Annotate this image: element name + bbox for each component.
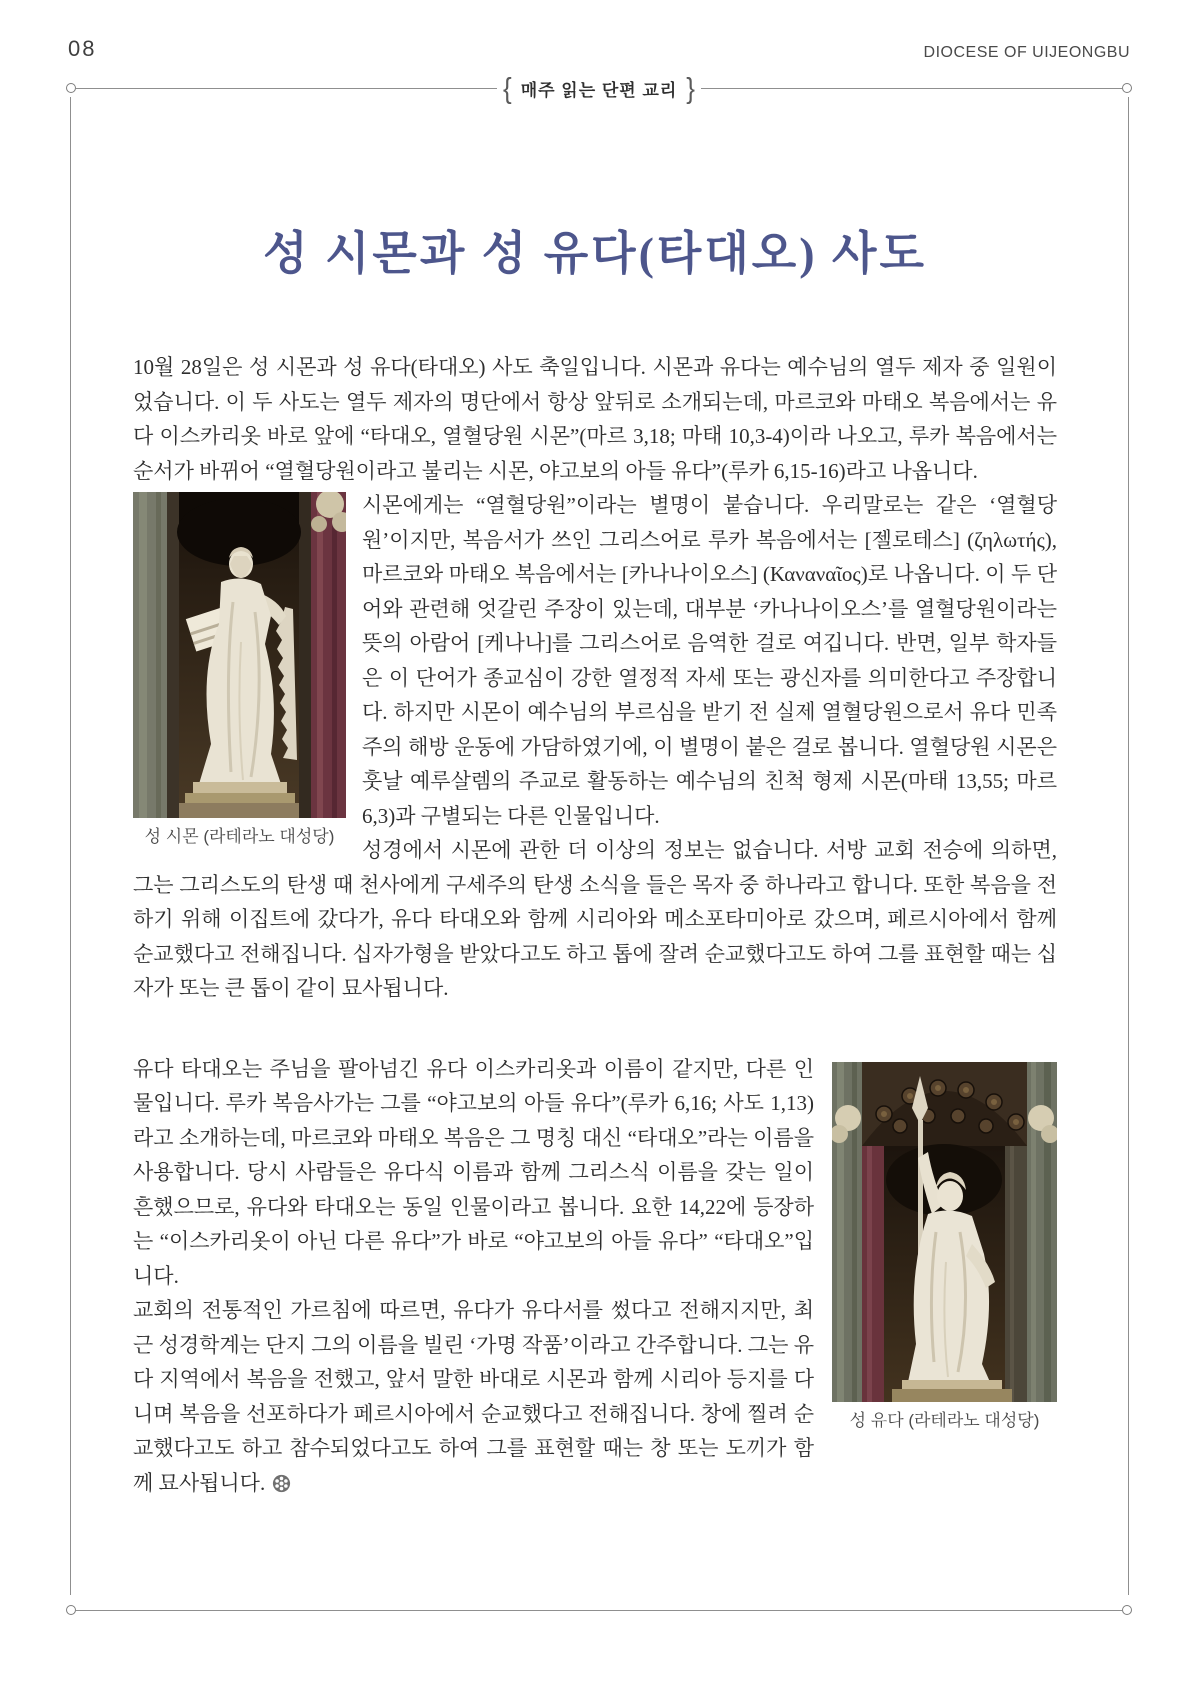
band-label: 매주 읽는 단편 교리: [520, 80, 678, 100]
jude-paragraph-1: 유다 타대오는 주님을 팔아넘긴 유다 이스카리옷과 이름이 같지만, 다른 인물입니다. 루카 복음사가는 그를 “야고보의 아들 유다”(루카 6,16; 사도 1,13)라고 소개하는데, 마르코와 마태오 복음은 그 명칭 대신 “타대오”라는 이름을 사용합니다. 당시 사람들은 유다식 이름과 함께 그리스식 이름을 갖는 일이 흔했으므로, 유다와 타대오는 동일 인물이라고 봅니다. 요한 14,22에 등장하는 “이스카리옷이 아닌 다른 유다”가 바로 “야고보의 아들 유다” “타대오”입니다.: [133, 1056, 814, 1288]
article-body: [133, 350, 1057, 1503]
simon-figure: [133, 492, 346, 848]
rule-line-right: [701, 88, 1122, 89]
simon-statue-photo: [133, 492, 346, 818]
jude-caption: 성 유다 (라테라노 대성당): [849, 1410, 1040, 1430]
page-number: 08: [68, 36, 97, 61]
rule-circle-left: [66, 83, 76, 93]
simon-section: [133, 488, 1057, 1006]
rule-line-left: [76, 88, 497, 89]
footer-line: [76, 1610, 1122, 1611]
jude-figure: [832, 1062, 1057, 1432]
rule-circle-right: [1122, 83, 1132, 93]
footer-circle-right: [1122, 1605, 1132, 1615]
simon-paragraph-2: 성경에서 시몬에 관한 더 이상의 정보는 없습니다. 서방 교회 전승에 의하면, 그는 그리스도의 탄생 때 천사에게 구세주의 탄생 소식을 들은 목자 중 하나라고 합니다. 또한 복음을 전하기 위해 이집트에 갔다가, 유다 타대오와 함께 시리아와 메소포타미아로 갔으며, 페르시아에서 함께 순교했다고 전해집니다. 십자가형을 받았다고도 하고 톱에 잘려 순교했다고도 하여 그를 표현할 때는 십자가 또는 큰 톱이 같이 묘사됩니다.: [133, 838, 1057, 1000]
weekly-catechism-band: [497, 71, 701, 105]
jude-paragraph-2-text: 교회의 전통적인 가르침에 따르면, 유다가 유다서를 썼다고 전해지지만, 최근 성경학계는 단지 그의 이름을 빌린 ‘가명 작품’이라고 간주합니다. 그는 유다 지역에서 복음을 전했고, 앞서 말한 바대로 시몬과 함께 시리아 등지를 다니며 복음을 선포하다가 페르시아에서 순교했다고 전해집니다. 창에 찔려 순교했다고도 하고 참수되었다고도 하여 그를 표현할 때는 창 또는 도끼가 함께 묘사됩니다.: [133, 1298, 814, 1495]
article-title: 성 시몬과 성 유다(타대오) 사도: [263, 227, 927, 279]
article-end-icon: [272, 1469, 291, 1504]
close-brace-ornament: }: [686, 71, 695, 105]
frame-right-line: [1128, 97, 1129, 1595]
jude-statue-photo: [832, 1062, 1057, 1402]
jude-section: [133, 1052, 1057, 1504]
publisher-name: DIOCESE OF UIJEONGBU: [923, 44, 1130, 61]
open-brace-ornament: {: [503, 71, 512, 105]
footer-circle-left: [66, 1605, 76, 1615]
frame-left-line: [70, 97, 71, 1595]
simon-paragraph-1: 시몬에게는 “열혈당원”이라는 별명이 붙습니다. 우리말로는 같은 ‘열혈당원’이지만, 복음서가 쓰인 그리스어로 루카 복음에서는 [젤로테스] (ζηλωτής), 마르코와 마태오 복음에서는 [카나나이오스] (Καναναῖος)로 나옵니다. 이 두 단어와 관련해 엇갈린 주장이 있는데, 대부분 ‘카나나이오스’를 열혈당원이라는 뜻의 아람어 [케나나]를 그리스어로 음역한 걸로 여깁니다. 반면, 일부 학자들은 이 단어가 종교심이 강한 열정적 자세 또는 광신자를 의미한다고 주장합니다. 하지만 시몬이 예수님의 부르심을 받기 전 실제 열혈당원으로서 유다 민족주의 해방 운동에 가담하였기에, 이 별명이 붙은 걸로 봅니다. 열혈당원 시몬은 훗날 예루살렘의 주교로 활동하는 예수님의 친척 형제 시몬(마태 13,55; 마르 6,3)과 구별되는 다른 인물입니다.: [362, 493, 1057, 828]
footer-rule: [66, 1602, 1132, 1618]
simon-caption: 성 시몬 (라테라노 대성당): [144, 827, 335, 846]
intro-paragraph: 10월 28일은 성 시몬과 성 유다(타대오) 사도 축일입니다. 시몬과 유다는 예수님의 열두 제자 중 일원이었습니다. 이 두 사도는 열두 제자의 명단에서 항상 앞뒤로 소개되는데, 마르코와 마태오 복음에서는 유다 이스카리옷 바로 앞에 “타대오, 열혈당원 시몬”(마르 3,18; 마태 10,3-4)이라 나오고, 루카 복음에서는 순서가 바뀌어 “열혈당원이라고 불리는 시몬, 야고보의 아들 유다”(루카 6,15-16)라고 나옵니다.: [133, 355, 1057, 483]
header-rule: [66, 71, 1132, 105]
